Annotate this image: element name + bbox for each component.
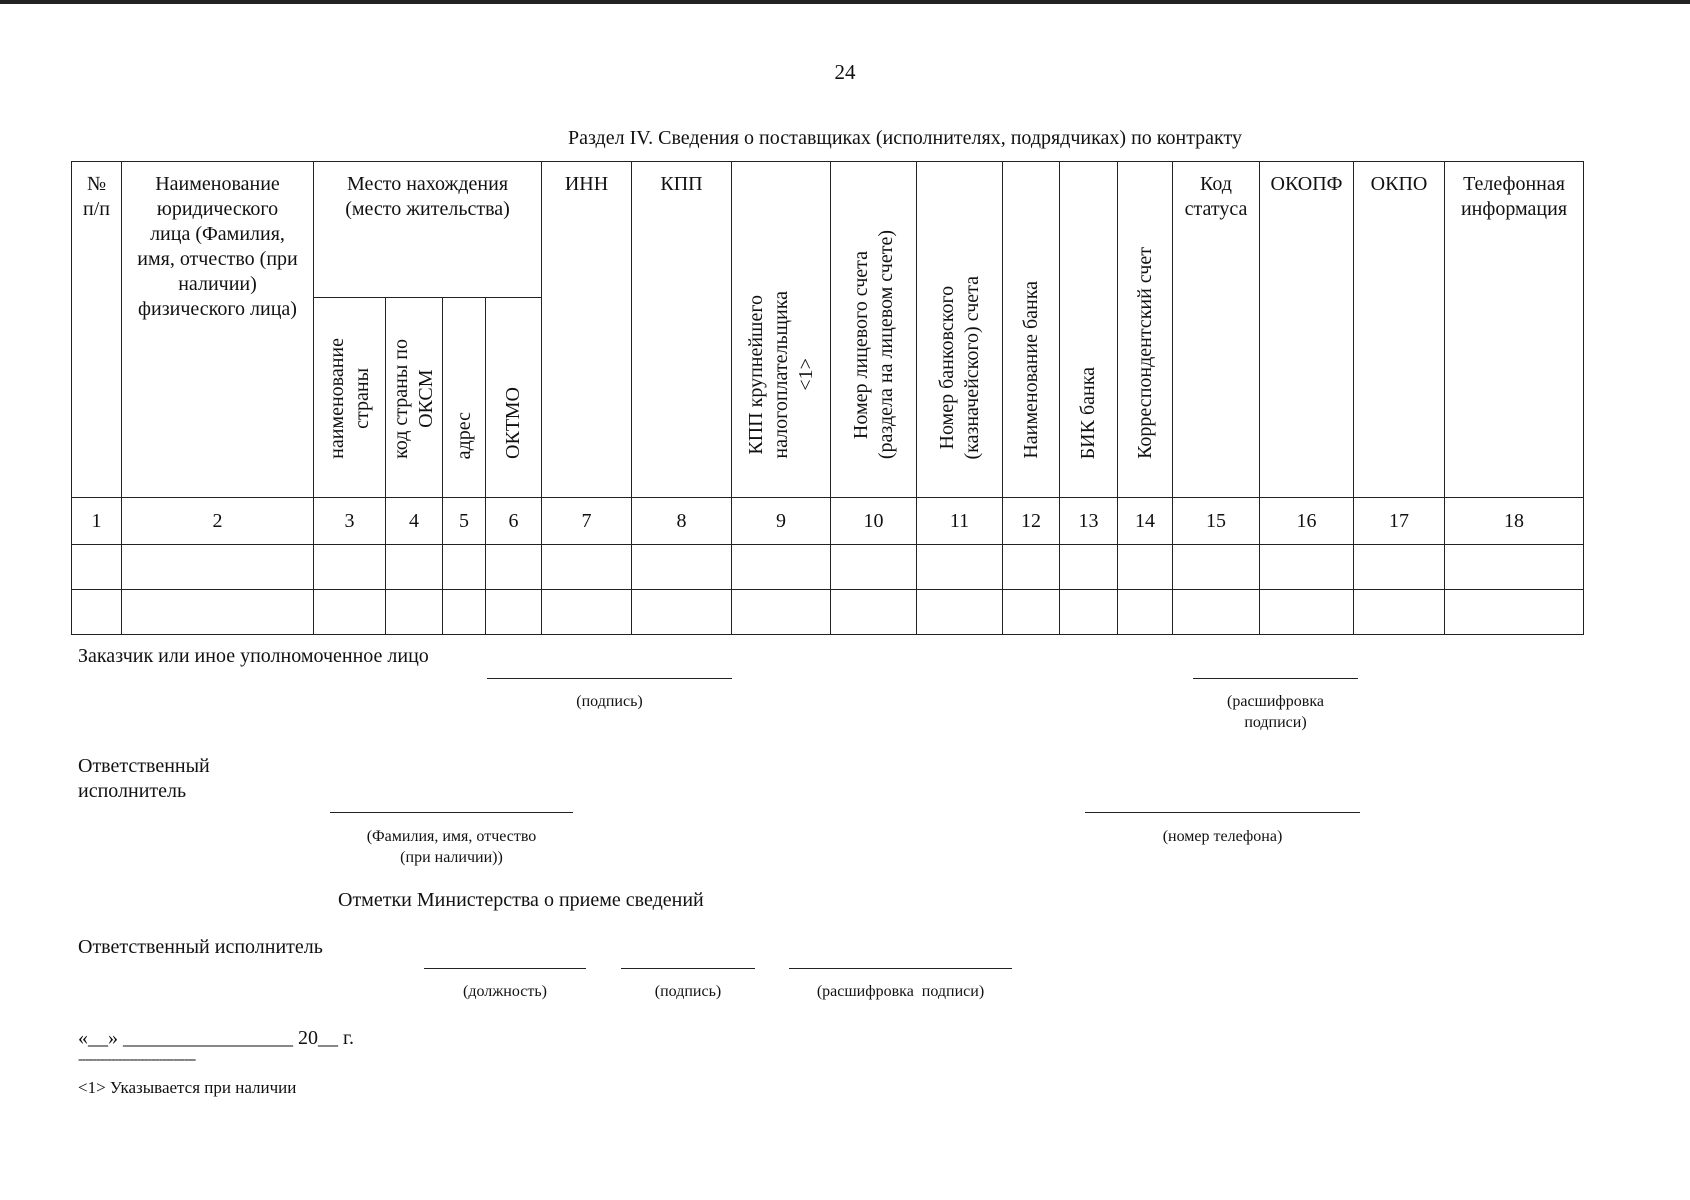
decryption-line (1193, 678, 1358, 679)
signature-line (487, 678, 732, 679)
decryption-line-2 (789, 968, 1012, 969)
header-bik-text: БИК банка (1077, 366, 1099, 459)
subheader-oktmo (486, 298, 542, 498)
subheader-oktmo-text: ОКТМО (502, 387, 524, 459)
header-name: Наименование юридического лица (Фамилия, имя, отчество (при наличии) физического лица) (122, 162, 314, 498)
date-line: «__» _________________ 20__ г. (78, 1027, 354, 1049)
header-corr-account (1118, 162, 1173, 498)
decryption-caption: (расшифровка подписи) (1227, 693, 1324, 731)
header-kpp: КПП (632, 162, 732, 498)
header-kpp-largest (732, 162, 831, 498)
column-number: 13 (1060, 498, 1118, 545)
column-number: 16 (1260, 498, 1354, 545)
footnote-separator: -------------------------------- (78, 1052, 196, 1067)
page-number: 24 (834, 60, 856, 84)
header-location: Место нахождения (место жительства) (314, 162, 542, 298)
column-number: 2 (122, 498, 314, 545)
subheader-country-code (386, 298, 443, 498)
signature-caption-2: (подпись) (654, 983, 722, 1000)
column-number: 11 (917, 498, 1003, 545)
header-bank-name-text: Наименование банка (1019, 281, 1042, 459)
column-number: 7 (542, 498, 632, 545)
column-number: 3 (314, 498, 386, 545)
header-status-code: Код статуса (1173, 162, 1260, 498)
header-phone: Телефонная информация (1445, 162, 1584, 498)
ministry-marks-title: Отметки Министерства о приеме сведений (338, 889, 704, 911)
column-number: 9 (732, 498, 831, 545)
empty-data-row (72, 590, 1584, 635)
header-bank-account (917, 162, 1003, 498)
subheader-address (443, 298, 486, 498)
header-num: № п/п (72, 162, 122, 498)
header-personal-account-text: Номер лицевого счета (раздела на лицевом счете) (849, 229, 897, 459)
header-bank-name (1003, 162, 1060, 498)
column-number: 6 (486, 498, 542, 545)
header-bik (1060, 162, 1118, 498)
fio-caption: (Фамилия, имя, отчество (при наличии)) (366, 828, 537, 866)
section-title: Раздел IV. Сведения о поставщиках (исполнителях, подрядчиках) по контракту (568, 127, 1242, 149)
fio-line (330, 812, 573, 813)
responsible-label: Ответственный исполнитель (78, 755, 210, 802)
column-number: 18 (1445, 498, 1584, 545)
suppliers-table (71, 161, 1584, 635)
header-okpo: ОКПО (1354, 162, 1445, 498)
column-number: 14 (1118, 498, 1173, 545)
column-number: 8 (632, 498, 732, 545)
header-corr-account-text: Корреспондентский счет (1133, 247, 1156, 459)
header-personal-account (831, 162, 917, 498)
column-number: 10 (831, 498, 917, 545)
phone-line (1085, 812, 1360, 813)
decryption-caption-2: (расшифровка подписи) (816, 983, 985, 1000)
customer-label: Заказчик или иное уполномоченное лицо (78, 645, 429, 667)
column-numbers-row (72, 498, 1584, 545)
column-number: 5 (443, 498, 486, 545)
header-bank-account-text: Номер банковского (казначейского) счета (935, 275, 983, 459)
subheader-country-name-text: наименование страны (325, 338, 373, 459)
column-number: 15 (1173, 498, 1260, 545)
subheader-country-code-text: код страны по ОКСМ (390, 339, 437, 459)
column-number: 1 (72, 498, 122, 545)
column-number: 4 (386, 498, 443, 545)
signature-caption: (подпись) (576, 693, 643, 710)
signature-line-2 (621, 968, 755, 969)
header-kpp-largest-text: КПП крупнейшего налогоплательщика <1> (744, 291, 817, 459)
subheader-address-text: адрес (452, 411, 475, 459)
scan-top-border (0, 0, 1690, 4)
column-number: 17 (1354, 498, 1445, 545)
header-okopf: ОКОПФ (1260, 162, 1354, 498)
footnote: <1> Указывается при наличии (78, 1078, 297, 1097)
phone-caption: (номер телефона) (1162, 828, 1283, 845)
subheader-country-name (314, 298, 386, 498)
column-number: 12 (1003, 498, 1060, 545)
responsible-executor-label: Ответственный исполнитель (78, 936, 323, 958)
empty-data-row (72, 545, 1584, 590)
position-caption: (должность) (463, 983, 547, 1000)
header-inn: ИНН (542, 162, 632, 498)
position-line (424, 968, 586, 969)
